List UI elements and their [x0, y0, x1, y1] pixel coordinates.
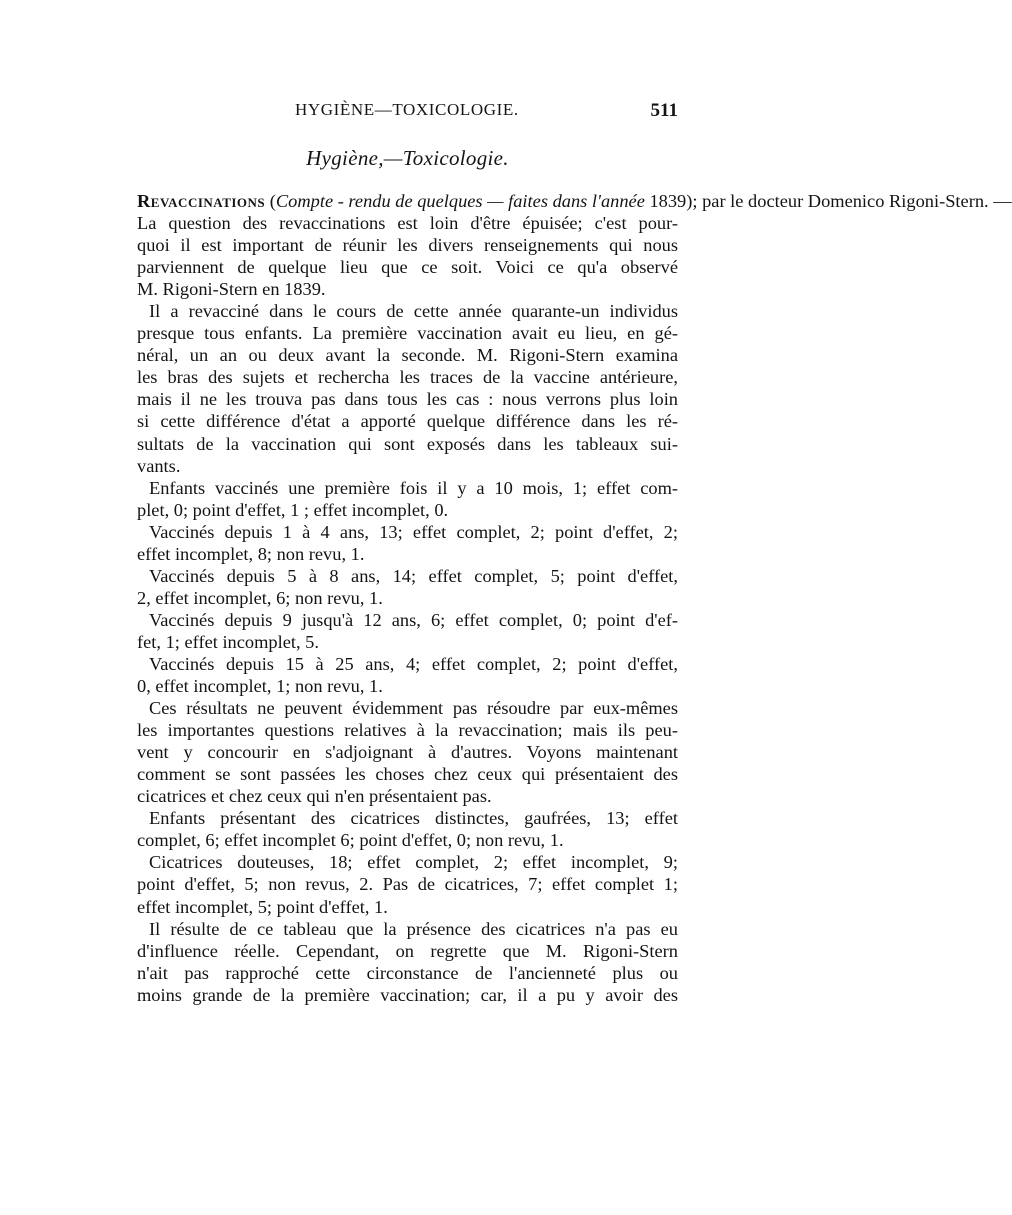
text-line: Vaccinés depuis 5 à 8 ans, 14; effet complet, 5; point d'effet,: [149, 565, 678, 586]
text-line: 0, effet incomplet, 1; non revu, 1.: [137, 676, 383, 697]
text-line: Vaccinés depuis 15 à 25 ans, 4; effet complet, 2; point d'effet,: [149, 653, 678, 674]
article-heading-line-1: [137, 190, 1012, 212]
text-line: sultats de la vaccination qui sont exposés dans les tableaux sui-: [137, 433, 678, 454]
article-heading-year: 1839: [644, 191, 687, 211]
text-line: Ces résultats ne peuvent évidemment pas résoudre par eux-mêmes: [149, 698, 678, 719]
text-line: Enfants présentant des cicatrices distinctes, gaufrées, 13; effet: [149, 808, 678, 829]
article-heading-rest: par le docteur Domenico Rigoni-Stern. —: [697, 191, 1012, 211]
section-title: Hygiène,—Toxicologie.: [306, 146, 509, 170]
running-title: HYGIÈNE—TOXICOLOGIE.: [295, 100, 519, 119]
text-line: fet, 1; effet incomplet, 5.: [137, 631, 319, 652]
text-line: M. Rigoni-Stern en 1839.: [137, 279, 326, 300]
article-heading-caps: Revaccinations: [137, 191, 266, 211]
text-line: vants.: [137, 455, 181, 476]
text-line: les bras des sujets et rechercha les traces de la vaccine antérieure,: [137, 367, 678, 388]
text-line: Il résulte de ce tableau que la présence des cicatrices n'a pas eu: [149, 918, 678, 939]
text-line: effet incomplet, 8; non revu, 1.: [137, 543, 365, 564]
text-line: parviennent de quelque lieu que ce soit. Voici ce qu'a observé: [137, 257, 678, 278]
text-line: presque tous enfants. La première vaccination avait eu lieu, en gé-: [137, 323, 678, 344]
text-line: effet incomplet, 5; point d'effet, 1.: [137, 896, 388, 917]
text-line: moins grande de la première vaccination; car, il a pu y avoir des: [137, 984, 678, 1005]
text-line: mais il ne les trouva pas dans tous les cas : nous verrons plus loin: [137, 389, 678, 410]
article-heading-paren-open: (: [265, 191, 276, 211]
text-line: les importantes questions relatives à la revaccination; mais ils peu-: [137, 720, 678, 741]
running-head: [137, 100, 678, 124]
text-line: vent y concourir en s'adjoignant à d'autres. Voyons maintenant: [137, 742, 678, 763]
text-line: Vaccinés depuis 9 jusqu'à 12 ans, 6; effet complet, 0; point d'ef-: [149, 609, 678, 630]
article-body: [137, 190, 1012, 1006]
text-line: La question des revaccinations est loin d'être épuisée; c'est pour-: [137, 213, 678, 234]
text-line: Enfants vaccinés une première fois il y a 10 mois, 1; effet com-: [149, 477, 678, 498]
text-line: point d'effet, 5; non revus, 2. Pas de cicatrices, 7; effet complet 1;: [137, 874, 678, 895]
page-number: 511: [650, 100, 678, 121]
text-line: comment se sont passées les choses chez ceux qui présentaient des: [137, 764, 678, 785]
text-line: d'influence réelle. Cependant, on regrette que M. Rigoni-Stern: [137, 940, 678, 961]
text-line: complet, 6; effet incomplet 6; point d'effet, 0; non revu, 1.: [137, 830, 564, 851]
text-line: Il a revacciné dans le cours de cette année quarante-un individus: [149, 301, 678, 322]
text-line: Cicatrices douteuses, 18; effet complet, 2; effet incomplet, 9;: [149, 852, 678, 873]
text-line: cicatrices et chez ceux qui n'en présentaient pas.: [137, 786, 492, 807]
text-line: si cette différence d'état a apporté quelque différence dans les ré-: [137, 411, 678, 432]
text-line: 2, effet incomplet, 6; non revu, 1.: [137, 587, 383, 608]
text-line: plet, 0; point d'effet, 1 ; effet incomplet, 0.: [137, 499, 449, 520]
text-line: n'ait pas rapproché cette circonstance de l'ancienneté plus ou: [137, 962, 678, 983]
text-line: Vaccinés depuis 1 à 4 ans, 13; effet complet, 2; point d'effet, 2;: [149, 521, 678, 542]
article-heading-paren-close: );: [686, 191, 698, 211]
text-line: néral, un an ou deux avant la seconde. M. Rigoni-Stern examina: [137, 345, 678, 366]
text-line: quoi il est important de réunir les divers renseignements qui nous: [137, 235, 678, 256]
article-heading-italic: Compte - rendu de quelques — faites dans l'année: [275, 191, 645, 211]
